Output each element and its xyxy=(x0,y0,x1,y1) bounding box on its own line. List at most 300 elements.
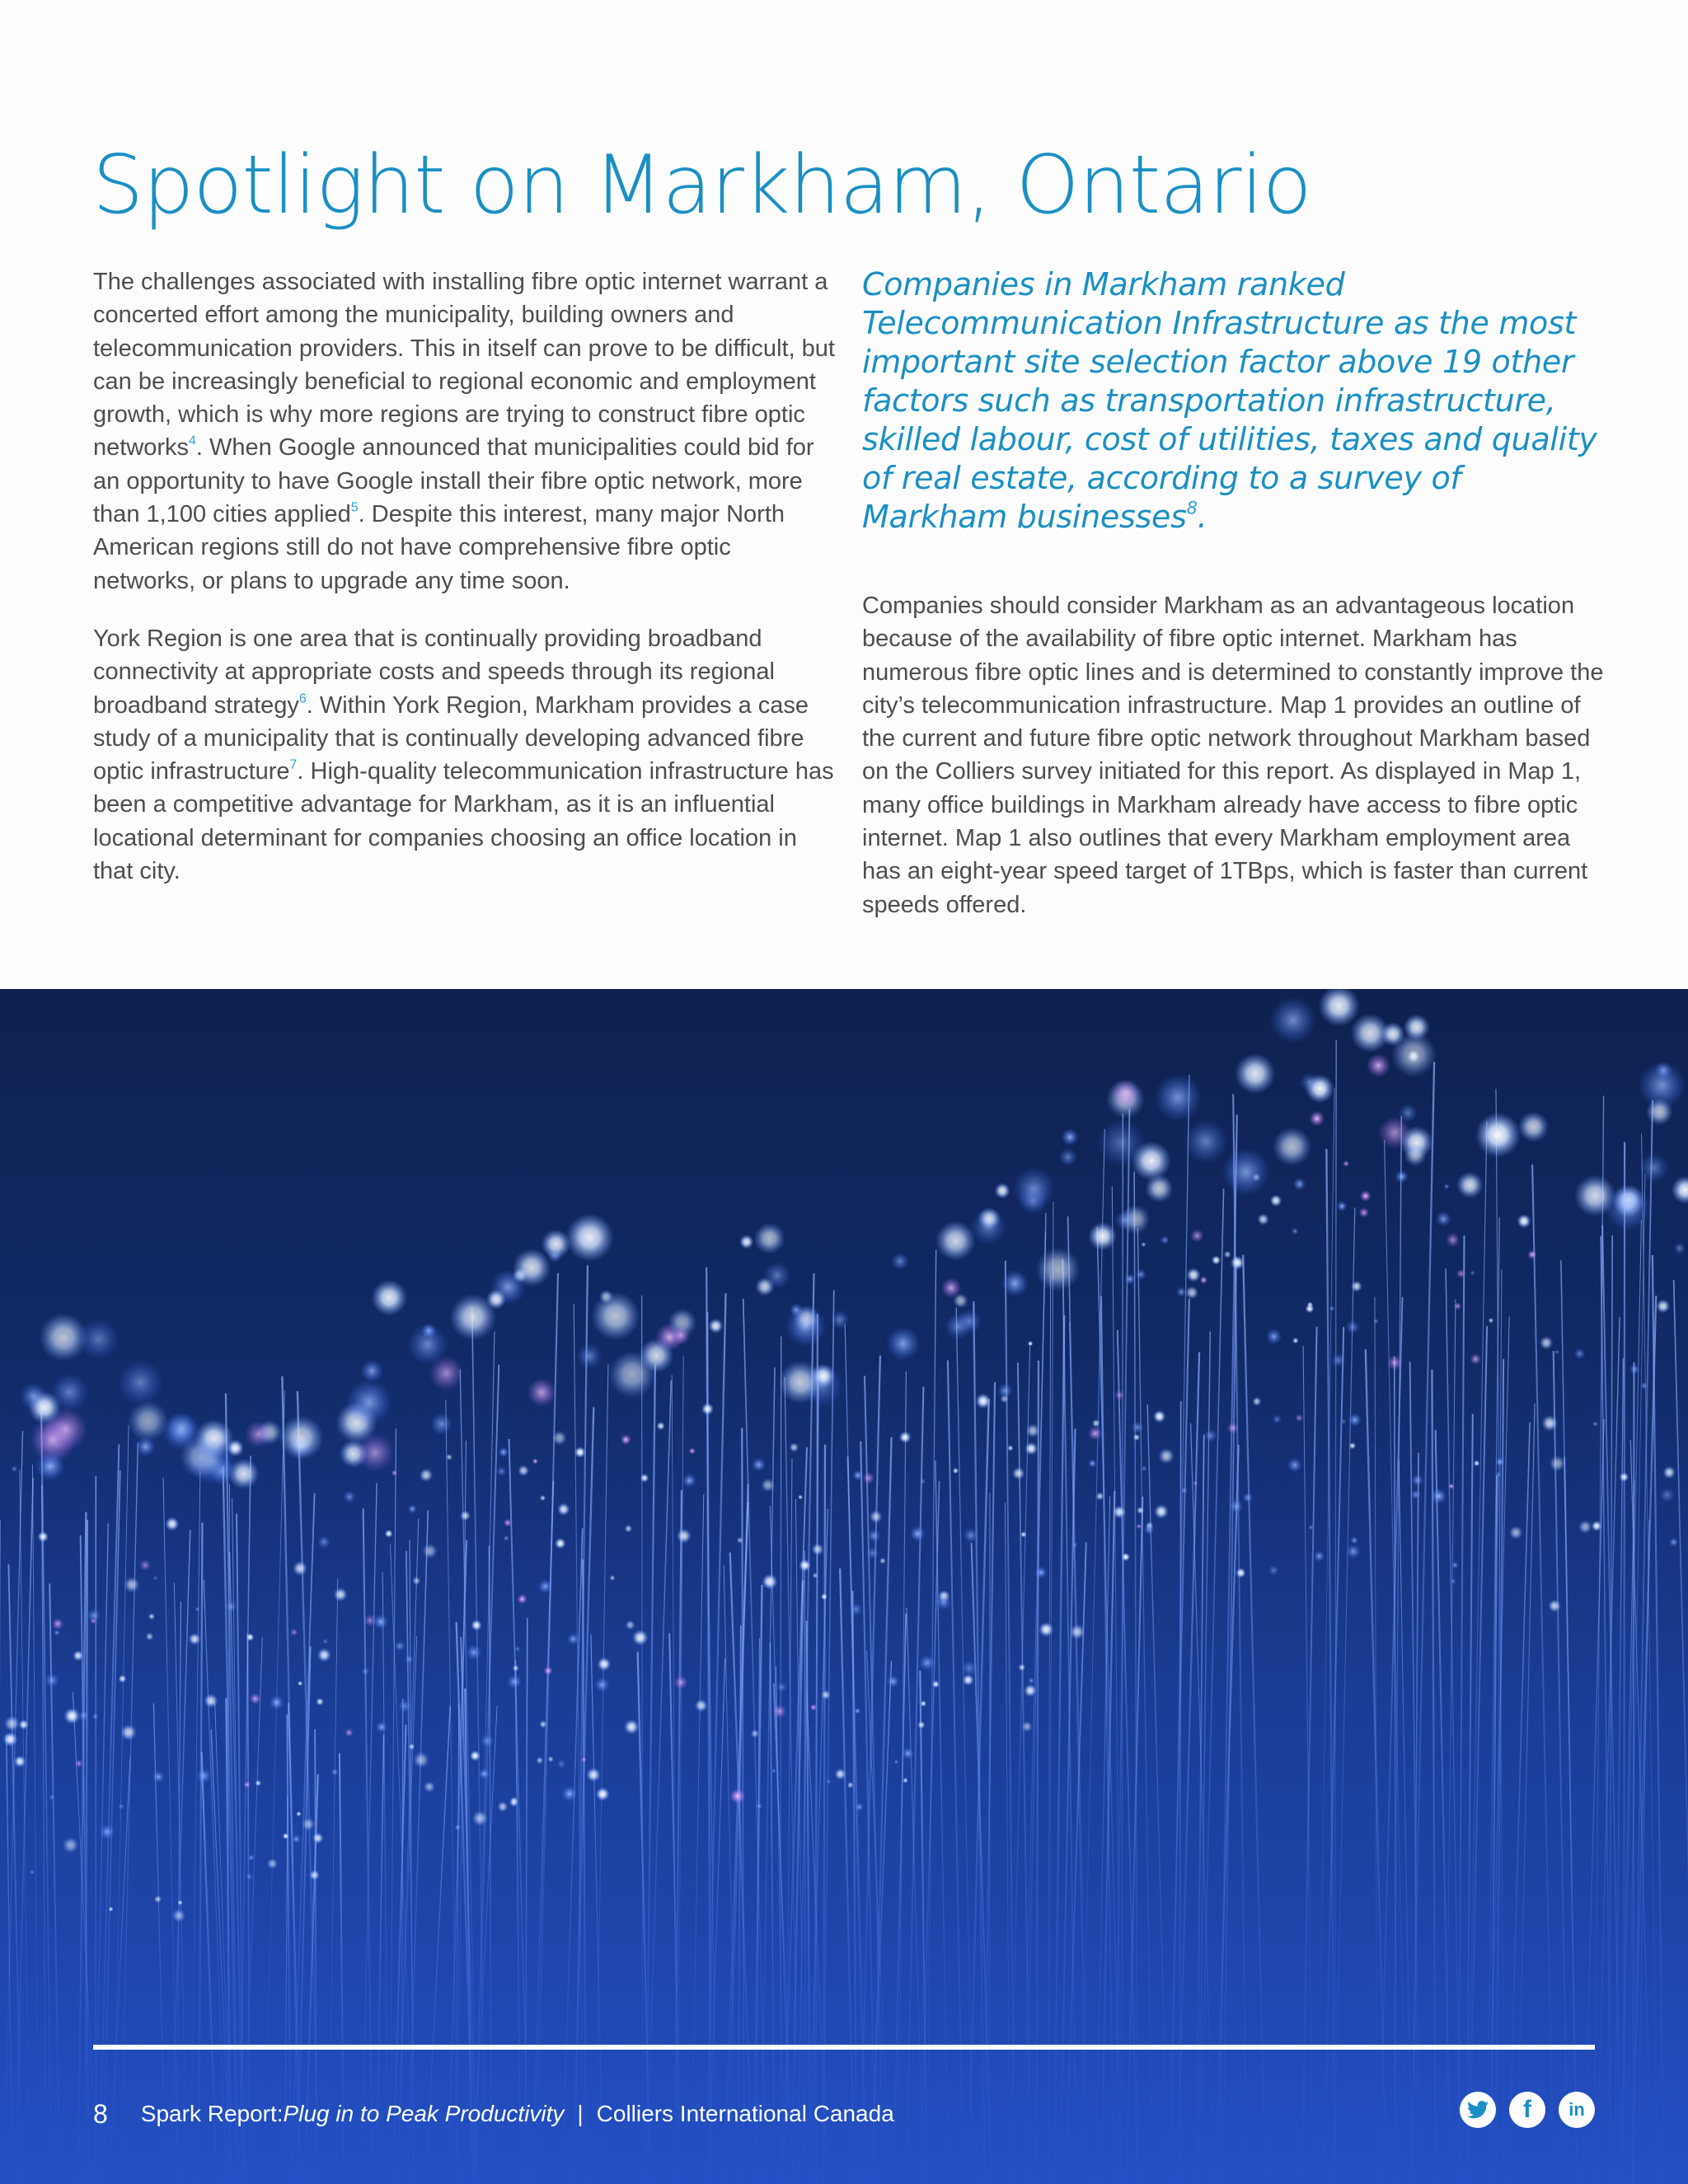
fibre-tip-glow xyxy=(1306,1305,1315,1314)
fibre-tip-glow xyxy=(1548,1600,1561,1613)
fibre-tip-glow xyxy=(244,1781,251,1788)
fibre-tip-glow xyxy=(1024,1685,1037,1698)
fibre-tip-glow xyxy=(1154,1504,1169,1519)
fibre-strand xyxy=(1624,1142,1625,2184)
fibre-tip-glow xyxy=(283,1833,289,1840)
fibre-tip-glow xyxy=(30,1870,35,1875)
fibre-tip-glow xyxy=(302,1818,315,1831)
fibre-tip-glow xyxy=(139,1559,151,1571)
fibre-tip-glow xyxy=(1518,1112,1549,1142)
paragraph-1: The challenges associated with installing fibre optic internet warrant a concerted effort among the municipality, building owners and telecommunication providers. This in itself can prove to be difficult, but can be increasingly beneficial to regional economic and employment growth, which is why more regions are trying to construct fibre optic networks$^4$. When Google announced that municipalities could bid for an opportunity to have Google install their fibre optic network, more than 1,100 cities applied$^5$. Despite this interest, many major North American regions still do not have comprehensive fibre optic networks, or plans to upgrade any time soon. xyxy=(93,269,835,594)
fibre-tip-glow xyxy=(935,1594,951,1610)
fibre-tip-glow xyxy=(361,1667,369,1675)
fibre-tip-glow xyxy=(1343,1160,1349,1167)
fibre-tip-glow xyxy=(894,1760,899,1765)
fibre-tip-glow xyxy=(1088,1222,1117,1251)
fibre-tip-glow xyxy=(1431,1488,1447,1505)
fibre-tip-glow xyxy=(279,1416,324,1460)
company-name: Colliers International Canada xyxy=(596,2101,894,2126)
fibre-tip-glow xyxy=(1346,1319,1360,1333)
fibre-tip-glow xyxy=(45,1673,59,1688)
fibre-tip-glow xyxy=(1411,1489,1422,1500)
fibre-tip-glow xyxy=(204,1694,218,1708)
fibre-tip-glow xyxy=(177,1900,182,1905)
fibre-tip-glow xyxy=(1451,1562,1459,1569)
fibre-tip-glow xyxy=(847,1782,854,1788)
fibre-tip-glow xyxy=(148,1613,156,1620)
fibre-tip-glow xyxy=(867,1529,881,1543)
fibre-tip-glow xyxy=(290,1629,298,1636)
fibre-tip-glow xyxy=(1257,1213,1269,1226)
fibre-tip-glow xyxy=(899,1432,912,1444)
fibre-tip-glow xyxy=(919,1655,935,1671)
fibre-tip-glow xyxy=(1456,1172,1484,1199)
fibre-tip-glow xyxy=(35,1451,65,1481)
fibre-tip-glow xyxy=(599,1290,613,1304)
fibre-tip-glow xyxy=(1176,1286,1187,1297)
fibre-tip-glow xyxy=(255,1780,261,1787)
footer-rule xyxy=(93,2045,1595,2050)
fibre-tip-glow xyxy=(108,1906,113,1911)
fibre-tip-glow xyxy=(1012,1167,1055,1210)
fibre-tip-glow xyxy=(1132,1141,1171,1180)
fibre-tip-glow xyxy=(486,1289,507,1310)
fibre-tip-glow xyxy=(28,1391,61,1424)
fibre-tip-glow xyxy=(1291,1227,1299,1235)
fibre-tip-glow xyxy=(1221,1148,1270,1197)
fibre-tip-glow xyxy=(92,1713,99,1720)
fibre-tip-glow xyxy=(751,1729,760,1738)
fibre-tip-glow xyxy=(1226,1422,1239,1435)
fibre-tip-glow xyxy=(1269,997,1316,1044)
fibre-tip-glow xyxy=(811,1543,823,1555)
fibre-tip-glow xyxy=(1025,1442,1038,1455)
fibre-tip-glow xyxy=(1135,1268,1146,1280)
fibre-tip-glow xyxy=(397,1699,412,1713)
fibre-tip-glow xyxy=(510,1797,518,1805)
fibre-tip-glow xyxy=(632,1629,649,1646)
fibre-tip-glow xyxy=(1554,1350,1559,1355)
fibre-tip-glow xyxy=(1672,1176,1688,1204)
fibre-tip-glow xyxy=(1142,1465,1147,1471)
fibre-tip-glow xyxy=(412,1577,420,1585)
fibre-tip-glow xyxy=(557,1503,570,1516)
fibre-tip-glow xyxy=(978,1207,1001,1230)
fibre-tip-glow xyxy=(609,1575,615,1581)
fibre-tip-glow xyxy=(799,1559,811,1572)
fibre-tip-glow xyxy=(565,1213,614,1262)
fibre-tip-glow xyxy=(591,1291,640,1340)
fibre-tip-glow xyxy=(37,1531,49,1543)
fibre-optic-illustration xyxy=(0,989,1688,2184)
fibre-tip-glow xyxy=(773,1704,787,1718)
fibre-tip-glow xyxy=(270,1695,284,1710)
fibre-tip-glow xyxy=(1443,1183,1450,1190)
fibre-tip-glow xyxy=(672,1326,691,1345)
fibre-tip-glow xyxy=(1229,1499,1244,1514)
fibre-tip-glow xyxy=(920,1700,926,1707)
fibre-tip-glow xyxy=(1112,1079,1140,1107)
fibre-tip-glow xyxy=(945,1313,972,1340)
fibre-tip-glow xyxy=(1124,1273,1135,1284)
fibre-tip-glow xyxy=(360,1360,383,1383)
fibre-tip-glow xyxy=(1034,1567,1047,1579)
fibre-tip-glow xyxy=(1021,1721,1032,1732)
fibre-tip-glow xyxy=(1639,1153,1669,1183)
footnote-ref[interactable]: 7 xyxy=(289,757,298,772)
fibre-tip-glow xyxy=(597,1657,611,1671)
fibre-tip-glow xyxy=(708,1319,723,1333)
footnote-ref[interactable]: 4 xyxy=(189,434,196,448)
fibre-tip-glow xyxy=(886,1327,920,1361)
fibre-tip-glow xyxy=(152,1576,157,1581)
fibre-tip-glow xyxy=(405,1655,414,1664)
fibre-tip-glow xyxy=(689,1447,696,1454)
fibre-tip-glow xyxy=(392,1469,398,1476)
fibre-tip-glow xyxy=(1193,1481,1198,1487)
fibre-tip-glow xyxy=(682,1474,696,1488)
fibre-tip-glow xyxy=(539,1720,547,1728)
fibre-tip-glow xyxy=(1295,1414,1303,1422)
fibre-tip-glow xyxy=(625,1525,633,1533)
report-prefix: Spark Report: xyxy=(140,2101,284,2126)
fibre-tip-glow xyxy=(821,1690,831,1700)
social-links xyxy=(1460,2092,1595,2128)
fibre-tip-glow xyxy=(1141,1242,1146,1247)
fibre-tip-glow xyxy=(1360,1190,1372,1202)
fibre-tip-glow xyxy=(1309,1111,1325,1127)
fibre-tip-glow xyxy=(543,1666,552,1675)
fibre-tip-glow xyxy=(1306,1074,1334,1103)
fibre-tip-glow xyxy=(152,1770,165,1783)
fibre-tip-glow xyxy=(1018,1664,1025,1671)
fibre-tip-glow xyxy=(903,1778,908,1783)
fibre-tip-glow xyxy=(1268,1565,1279,1576)
fibre-tip-glow xyxy=(145,1633,153,1641)
fibre-tip-glow xyxy=(812,1572,818,1578)
fibre-tip-glow xyxy=(250,1693,261,1704)
fibre-tip-glow xyxy=(1036,1247,1081,1291)
fibre-tip-glow xyxy=(919,1478,926,1484)
fibre-tip-glow xyxy=(446,1454,452,1460)
fibre-tip-glow xyxy=(504,1519,512,1527)
fibre-tip-glow xyxy=(466,1644,481,1660)
fibre-tip-glow xyxy=(763,1262,790,1289)
fibre-tip-glow xyxy=(454,1824,461,1830)
fibre-tip-glow xyxy=(77,1319,119,1360)
fibre-tip-glow xyxy=(345,1728,354,1737)
paragraph-2: York Region is one area that is continually providing broadband connectivity at appropriate costs and speeds through its regional broadband strategy$^6$. Within York Region, Markham provides a case study of a municipality that is continually developing advanced fibre optic infrastructure$^7$. High-quality telecommunication infrastructure has been a competitive advantage for Markham, as it is an influential locational determinant for companies choosing an office location in that city. xyxy=(93,625,834,885)
fibre-tip-glow xyxy=(245,1421,272,1448)
fibre-tip-glow xyxy=(1243,1493,1254,1503)
fibre-tip-glow xyxy=(1436,1212,1451,1227)
fibre-tip-glow xyxy=(1373,1319,1379,1324)
fibre-tip-glow xyxy=(1348,1442,1356,1450)
fibre-tip-glow xyxy=(1088,1459,1097,1468)
fibre-tip-glow xyxy=(420,1469,434,1483)
fibre-tip-glow xyxy=(917,1721,925,1728)
fibre-tip-glow xyxy=(1378,1116,1412,1150)
facebook-icon[interactable]: f xyxy=(1509,2092,1545,2128)
fibre-tip-glow xyxy=(1144,1525,1155,1535)
fibre-tip-glow xyxy=(594,1677,610,1693)
fibre-tip-glow xyxy=(1640,1382,1648,1390)
fibre-tip-glow xyxy=(429,1356,463,1390)
fibre-tip-glow xyxy=(1235,1053,1275,1094)
fibre-tip-glow xyxy=(2,1732,17,1746)
fibre-tip-glow xyxy=(154,1896,162,1903)
fibre-tip-glow xyxy=(1190,1229,1204,1243)
fibre-tip-glow xyxy=(317,1648,331,1662)
fibre-tip-glow xyxy=(932,1680,940,1688)
fibre-tip-glow xyxy=(1236,1568,1246,1578)
fibre-tip-glow xyxy=(503,1535,509,1542)
fibre-tip-glow xyxy=(552,1431,567,1446)
fibre-tip-glow xyxy=(373,1615,389,1630)
fibre-tip-glow xyxy=(422,1544,438,1559)
fibre-tip-glow xyxy=(1000,1394,1008,1403)
fibre-tip-glow xyxy=(1026,1423,1040,1437)
fibre-tip-glow xyxy=(408,1504,417,1513)
fibre-tip-glow xyxy=(532,1458,539,1465)
fibre-tip-glow xyxy=(394,1641,405,1652)
fibre-tip-glow xyxy=(798,1494,803,1499)
fibre-tip-glow xyxy=(1527,1250,1536,1259)
fibre-tip-glow xyxy=(961,1660,978,1676)
fibre-tip-glow xyxy=(771,1768,776,1774)
footnote-ref[interactable]: 6 xyxy=(298,691,307,705)
fibre-tip-glow xyxy=(246,1873,253,1880)
fibre-tip-glow xyxy=(1656,1299,1670,1313)
fibre-tip-glow xyxy=(826,1779,832,1784)
fibre-tip-glow xyxy=(52,1618,64,1630)
fibre-tip-glow xyxy=(1475,1113,1521,1158)
fibre-tip-glow xyxy=(862,1472,874,1484)
fibre-tip-glow xyxy=(779,1361,823,1404)
fibre-tip-glow xyxy=(540,1495,546,1501)
fibre-tip-glow xyxy=(624,1719,639,1734)
fibre-tip-glow xyxy=(1266,1329,1282,1344)
fibre-tip-glow xyxy=(1337,1201,1348,1212)
fibre-tip-glow xyxy=(1550,1455,1566,1472)
fibre-tip-glow xyxy=(1114,1210,1135,1230)
fibre-tip-glow xyxy=(499,1447,509,1458)
twitter-icon[interactable] xyxy=(1460,2092,1496,2128)
fibre-strand xyxy=(990,1493,991,2184)
fibre-tip-glow xyxy=(1136,1524,1142,1530)
fibre-tip-glow xyxy=(1659,1488,1675,1503)
fibre-tip-glow xyxy=(1114,1390,1124,1400)
fibre-tip-glow xyxy=(496,1466,507,1477)
fibre-tip-glow xyxy=(596,1787,610,1801)
fibre-tip-glow xyxy=(556,1760,565,1769)
fibre-tip-glow xyxy=(626,1620,635,1630)
fibre-tip-glow xyxy=(975,1394,991,1409)
fibre-tip-glow xyxy=(478,1768,490,1779)
fibre-tip-glow xyxy=(1154,1074,1202,1122)
fibre-tip-glow xyxy=(866,1547,879,1559)
fibre-tip-glow xyxy=(507,1674,522,1689)
fibre-tip-glow xyxy=(78,1710,89,1721)
fibre-tip-glow xyxy=(1350,1536,1358,1544)
fibre-tip-glow xyxy=(248,1854,255,1861)
report-title: Plug in to Peak Productivity xyxy=(283,2101,565,2126)
fibre-tip-glow xyxy=(1070,1624,1085,1640)
fibre-tip-glow xyxy=(830,1310,850,1329)
fibre-tip-glow xyxy=(756,1802,762,1809)
fibre-tip-glow xyxy=(293,1561,307,1576)
fibre-tip-glow xyxy=(538,1579,553,1594)
fibre-tip-glow xyxy=(1541,1415,1558,1432)
fibre-tip-glow xyxy=(346,1380,392,1426)
fibre-tip-glow xyxy=(470,1750,481,1761)
fibre-tip-glow xyxy=(1270,1194,1282,1207)
fibre-tip-glow xyxy=(1012,1467,1025,1480)
fibre-tip-glow xyxy=(472,1811,488,1826)
fibre-tip-glow xyxy=(695,1699,708,1713)
fibre-tip-glow xyxy=(935,1221,976,1261)
fibre-tip-glow xyxy=(1470,1270,1475,1275)
fibre-tip-glow xyxy=(317,1535,331,1549)
fibre-tip-glow xyxy=(518,1465,529,1476)
fibre-tip-glow xyxy=(1007,1445,1014,1451)
fibre-tip-glow xyxy=(657,1422,665,1430)
fibre-tip-glow xyxy=(674,1675,688,1690)
fibre-tip-glow xyxy=(810,1704,818,1711)
fibre-tip-glow xyxy=(1517,1214,1531,1228)
fibre-tip-glow xyxy=(296,1811,302,1817)
fibre-tip-glow xyxy=(1404,1144,1426,1166)
fibre-tip-glow xyxy=(1092,1419,1100,1427)
fibre-tip-glow xyxy=(1450,1578,1456,1585)
fibre-tip-glow xyxy=(677,1529,692,1544)
fibre-tip-glow xyxy=(739,1235,753,1249)
fibre-tip-glow xyxy=(1160,1235,1170,1244)
fibre-tip-glow xyxy=(246,1633,255,1642)
fibre-tip-glow xyxy=(292,1835,301,1844)
fibre-tip-glow xyxy=(576,1343,603,1370)
fibre-tip-glow xyxy=(1387,1355,1403,1371)
fibre-tip-glow xyxy=(555,1538,566,1549)
fibre-tip-glow xyxy=(63,1708,80,1724)
fibre-tip-glow xyxy=(1133,1434,1141,1441)
fibre-tip-glow xyxy=(1200,1276,1208,1284)
fibre-tip-glow xyxy=(343,1490,355,1502)
fibre-tip-glow xyxy=(460,1511,471,1521)
fibre-tip-glow xyxy=(1001,1270,1029,1297)
fibre-tip-glow xyxy=(480,1734,495,1749)
fibre-tip-glow xyxy=(75,1760,83,1768)
fibre-tip-glow xyxy=(1287,1458,1302,1473)
fibre-tip-glow xyxy=(567,1633,579,1645)
fibre-tip-glow xyxy=(1495,1471,1502,1478)
fibre-tip-glow xyxy=(953,1468,959,1474)
fibre-tip-glow xyxy=(267,1858,278,1869)
footer-separator: | xyxy=(577,2101,584,2126)
page-title: Spotlight on Markham, Ontario xyxy=(92,138,1311,232)
fibre-tip-glow xyxy=(1395,1169,1408,1183)
fibre-tip-glow xyxy=(1509,1526,1523,1540)
fibre-tip-glow xyxy=(135,1436,156,1457)
fibre-tip-glow xyxy=(1252,1397,1261,1406)
fibre-tip-glow xyxy=(196,1768,212,1783)
fibre-tip-glow xyxy=(1391,1032,1437,1078)
fibre-tip-glow xyxy=(1605,1184,1652,1231)
fibre-tip-glow xyxy=(1071,1541,1078,1548)
fibre-tip-glow xyxy=(54,1629,60,1636)
fibre-tip-glow xyxy=(586,1768,601,1783)
fibre-tip-glow xyxy=(1039,1622,1053,1637)
fibre-tip-glow xyxy=(1329,1305,1335,1312)
fibre-tip-glow xyxy=(1145,1174,1173,1202)
fibre-tip-glow xyxy=(49,1794,55,1801)
fibre-tip-glow xyxy=(118,1803,125,1811)
fibre-tip-glow xyxy=(430,1413,452,1435)
fibre-tip-glow xyxy=(1122,1553,1131,1562)
fibre-tip-glow xyxy=(528,1378,556,1407)
fibre-tip-glow xyxy=(409,1744,415,1750)
fibre-tip-glow xyxy=(855,1802,864,1811)
left-column xyxy=(93,265,839,888)
fibre-tip-glow xyxy=(547,1756,554,1763)
fibre-tip-glow xyxy=(120,1724,137,1741)
fibre-tip-glow xyxy=(1319,989,1360,1027)
fibre-tip-glow xyxy=(309,1870,320,1881)
fibre-tip-glow xyxy=(1224,1251,1231,1258)
fibre-tip-glow xyxy=(1358,1207,1369,1218)
fibre-tip-glow xyxy=(424,1781,435,1793)
paragraph-3: Companies should consider Markham as an advantageous location because of the availability of fibre optic internet. Markham has numerous fibre optic lines and is determined to constantly improve the city’s telecommunication infrastructure. Map 1 provides an outline of the current and future fibre optic network throughout Markham based on the Colliers survey initiated for this report. As displayed in Map 1, many office buildings in Markham already have access to fibre optic internet. Map 1 also outlines that every Markham employment area has an eight-year speed target of 1TBps, which is faster than current speeds offered. xyxy=(862,593,1604,918)
fibre-tip-glow xyxy=(1273,1127,1312,1166)
fibre-tip-glow xyxy=(737,1537,743,1544)
footnote-ref[interactable]: 5 xyxy=(350,500,359,515)
fibre-tip-glow xyxy=(189,1633,201,1645)
fibre-tip-glow xyxy=(1088,1427,1102,1441)
footnote-ref[interactable]: 8 xyxy=(1186,498,1198,518)
fibre-tip-glow xyxy=(1184,1119,1228,1164)
fibre-tip-glow xyxy=(1454,1302,1461,1310)
fibre-tip-glow xyxy=(994,1183,1010,1198)
fibre-tip-glow xyxy=(1674,1243,1686,1254)
fibre-tip-glow xyxy=(385,1530,393,1538)
fibre-tip-glow xyxy=(119,1675,127,1683)
fibre-tip-glow xyxy=(73,1650,83,1661)
fibre-tip-glow xyxy=(581,1757,587,1763)
fibre-tip-glow xyxy=(561,1786,577,1802)
fibre-tip-glow xyxy=(312,1832,324,1844)
fibre-tip-glow xyxy=(1629,1364,1640,1375)
fibre-tip-glow xyxy=(1181,1487,1189,1494)
fibre-tip-glow xyxy=(1113,1506,1126,1519)
fibre-tip-glow xyxy=(1495,1457,1505,1467)
fibre-tip-glow xyxy=(371,1280,407,1316)
fibre-tip-glow xyxy=(188,1437,236,1485)
fibre-tip-glow xyxy=(941,1277,962,1298)
fibre-tip-glow xyxy=(1540,1336,1554,1350)
page-footer xyxy=(93,2093,894,2135)
fibre-tip-glow xyxy=(1578,1520,1592,1534)
fibre-tip-glow xyxy=(777,1682,787,1692)
fibre-tip-glow xyxy=(761,1479,775,1493)
linkedin-icon[interactable]: in xyxy=(1559,2092,1595,2128)
fibre-tip-glow xyxy=(195,1606,199,1611)
fibre-tip-glow xyxy=(1028,1341,1034,1347)
fibre-tip-glow xyxy=(879,1558,886,1564)
fibre-tip-glow xyxy=(1489,1318,1494,1324)
fibre-tip-glow xyxy=(821,1593,828,1600)
fibre-tip-glow xyxy=(99,1824,115,1840)
fibre-optic-hero-image xyxy=(0,989,1688,2184)
